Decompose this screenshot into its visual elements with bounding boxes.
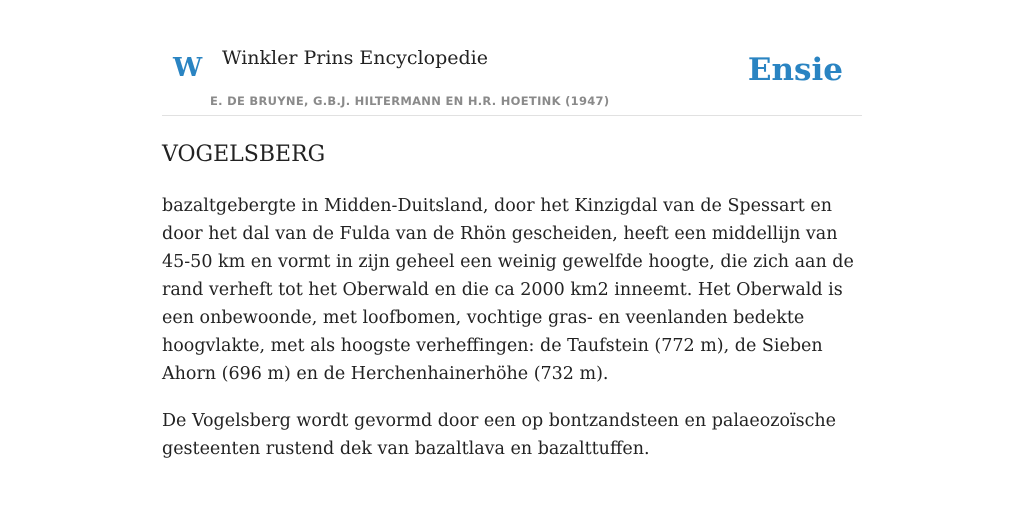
winkler-prins-logo[interactable]: W [173, 53, 203, 83]
article-title: VOGELSBERG [162, 142, 326, 167]
ensie-logo[interactable]: Ensie [747, 52, 843, 88]
header [162, 0, 862, 116]
authors-line: E. DE BRUYNE, G.B.J. HILTERMANN EN H.R. HOETINK (1947) [210, 94, 610, 108]
article-paragraph: De Vogelsberg wordt gevormd door een op bontzandsteen en palaeozoïsche gesteenten rustend dek van bazaltlava en bazalttuffen. [162, 411, 837, 459]
article-paragraph: bazaltgebergte in Midden-Duitsland, door het Kinzigdal van de Spessart en door het dal van de Fulda van de Rhön gescheiden, heeft een middellijn van 45-50 km en vormt in zijn geheel een weinig gewelfde hoogte, die zich aan de rand verheft tot het Oberwald en die ca 2000 km2 inneemt. Het Oberwald is een onbewoonde, met loofbomen, vochtige gras- en veenlanden bedekte hoogvlakte, met als hoogste verheffingen: de Taufstein (772 m), de Sieben Ahorn (696 m) en de Herchenhainerhöhe (732 m). [162, 196, 854, 384]
encyclopedia-title[interactable]: Winkler Prins Encyclopedie [222, 47, 488, 69]
article-body [162, 192, 864, 482]
